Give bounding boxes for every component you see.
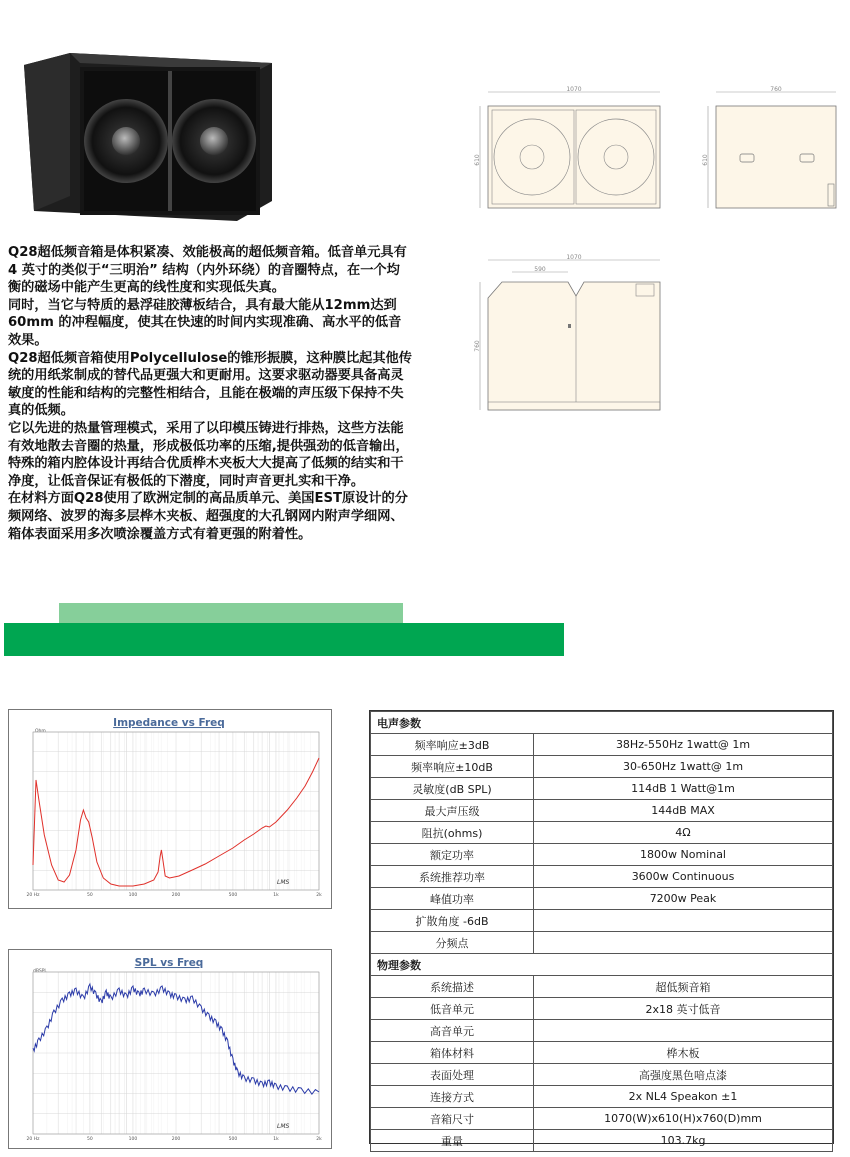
- spl-watermark: LMS: [277, 1123, 290, 1130]
- impedance-x-ticks: [27, 892, 323, 898]
- spec-key: 箱体材料: [371, 1042, 534, 1064]
- x-tick-label: 500: [228, 893, 238, 898]
- top-inner-label: 590: [534, 266, 546, 273]
- spec-row: [371, 1020, 833, 1042]
- top-view-drawing: [476, 252, 672, 416]
- spec-row: [371, 756, 833, 778]
- spec-row: [371, 844, 833, 866]
- spec-key: 音箱尺寸: [371, 1108, 534, 1130]
- spec-key: 系统描述: [371, 976, 534, 998]
- spec-row: [371, 822, 833, 844]
- x-tick-label: 200: [171, 893, 181, 898]
- impedance-grid: [33, 732, 319, 890]
- spec-value: 3600w Continuous: [534, 866, 833, 888]
- spec-row: [371, 888, 833, 910]
- spl-graph: [8, 949, 332, 1149]
- x-tick-label: 50: [87, 893, 93, 898]
- spec-value: 30-650Hz 1watt@ 1m: [534, 756, 833, 778]
- decorative-bar-dark: [4, 623, 564, 656]
- impedance-watermark: LMS: [277, 879, 290, 886]
- spec-value: 2x18 英寸低音: [534, 998, 833, 1020]
- spec-key: 阻抗(ohms): [371, 822, 534, 844]
- x-tick-label: 2k: [316, 1137, 322, 1142]
- front-width-label: 1070: [566, 86, 582, 93]
- spec-value: 4Ω: [534, 822, 833, 844]
- top-width-label: 1070: [566, 254, 582, 261]
- spec-row: [371, 778, 833, 800]
- spec-value: 2x NL4 Speakon ±1: [534, 1086, 833, 1108]
- spec-value: [534, 932, 833, 954]
- spec-key: 灵敏度(dB SPL): [371, 778, 534, 800]
- spec-value: 1800w Nominal: [534, 844, 833, 866]
- spec-key: 低音单元: [371, 998, 534, 1020]
- spec-row: [371, 998, 833, 1020]
- spec-value: 超低频音箱: [534, 976, 833, 998]
- side-view-drawing: [704, 84, 844, 214]
- spec-row: [371, 1108, 833, 1130]
- spl-grid: [33, 972, 319, 1134]
- decorative-bar-light: [59, 603, 403, 623]
- spec-row: [371, 1130, 833, 1152]
- x-tick-label: 1k: [273, 893, 279, 898]
- desc-paragraph-2: 同时，当它与特质的悬浮硅胶薄板结合，具有最大能从12mm达到 60mm 的冲程幅度，使其在快速的时间内实现准确、高水平的低音效果。: [8, 297, 402, 348]
- desc-paragraph-5: 在材料方面Q28使用了欧洲定制的高品质单元、美国EST原设计的分频网络、波罗的海多层桦木夹板、超强度的大孔钢网内附声学细网、箱体表面采用多次喷涂覆盖方式有着更强的附着性。: [8, 491, 408, 542]
- impedance-title: Impedance vs Freq: [113, 717, 225, 729]
- spec-key: 重量: [371, 1130, 534, 1152]
- section-electro: 电声参数: [371, 712, 833, 734]
- x-tick-label: 20 Hz: [26, 1137, 40, 1142]
- x-tick-label: 50: [87, 1137, 93, 1142]
- front-view-drawing: [476, 84, 672, 214]
- product-photo: [22, 51, 272, 229]
- spec-table: [369, 710, 834, 1148]
- x-tick-label: 500: [228, 1137, 238, 1142]
- spec-row: [371, 1064, 833, 1086]
- spec-value: 1070(W)x610(H)x760(D)mm: [534, 1108, 833, 1130]
- side-height-label: 610: [702, 154, 709, 166]
- x-tick-label: 100: [128, 893, 138, 898]
- spec-value: [534, 1020, 833, 1042]
- spec-key: 频率响应±10dB: [371, 756, 534, 778]
- spec-key: 表面处理: [371, 1064, 534, 1086]
- x-tick-label: 2k: [316, 893, 322, 898]
- impedance-y-unit: Ohm: [35, 729, 46, 734]
- spec-row: [371, 932, 833, 954]
- spec-row: [371, 1042, 833, 1064]
- section-physical: 物理参数: [371, 954, 833, 976]
- spec-row: [371, 734, 833, 756]
- spl-title: SPL vs Freq: [134, 957, 204, 969]
- spec-key: 最大声压级: [371, 800, 534, 822]
- spec-key: 频率响应±3dB: [371, 734, 534, 756]
- spec-key: 连接方式: [371, 1086, 534, 1108]
- spec-row: [371, 866, 833, 888]
- x-tick-label: 1k: [273, 1137, 279, 1142]
- spec-row: [371, 910, 833, 932]
- spec-value: 高强度黑色喑点漆: [534, 1064, 833, 1086]
- x-tick-label: 100: [128, 1137, 138, 1142]
- spec-row: [371, 1086, 833, 1108]
- spec-key: 分频点: [371, 932, 534, 954]
- spec-value: 7200w Peak: [534, 888, 833, 910]
- side-depth-label: 760: [770, 86, 782, 93]
- spec-value: 38Hz-550Hz 1watt@ 1m: [534, 734, 833, 756]
- spec-value: 114dB 1 Watt@1m: [534, 778, 833, 800]
- spec-value: [534, 910, 833, 932]
- spl-y-unit: dBSPL: [33, 969, 47, 974]
- product-description: [8, 244, 412, 543]
- spec-row: [371, 976, 833, 998]
- spec-key: 峰值功率: [371, 888, 534, 910]
- top-depth-label: 760: [474, 340, 481, 352]
- desc-paragraph-3: Q28超低频音箱使用Polycellulose的锥形振膜，这种膜比起其他传统的用纸浆制成的替代品更强大和更耐用。这要求驱动器要具备高灵敏度的性能和结构的完整性相结合，且能在极端的声压级下保持不失真的低频。: [8, 350, 412, 419]
- spec-value: 103.7kg: [534, 1130, 833, 1152]
- spec-key: 额定功率: [371, 844, 534, 866]
- x-tick-label: 20 Hz: [26, 893, 40, 898]
- spl-x-ticks: [27, 1136, 323, 1142]
- impedance-graph: [8, 709, 332, 909]
- front-height-label: 610: [474, 154, 481, 166]
- x-tick-label: 200: [171, 1137, 181, 1142]
- desc-paragraph-4: 它以先进的热量管理模式，采用了以印模压铸进行排热，这些方法能有效地散去音圈的热量，形成极低功率的压缩,提供强劲的低音输出，特殊的箱内腔体设计再结合优质桦木夹板大大提高了低频的结实和干净度，让低音保证有极低的下潜度，同时声音更扎实和干净。: [8, 420, 409, 489]
- spec-key: 系统推荐功率: [371, 866, 534, 888]
- spec-value: 144dB MAX: [534, 800, 833, 822]
- spec-row: [371, 800, 833, 822]
- spec-key: 扩散角度 -6dB: [371, 910, 534, 932]
- spec-key: 高音单元: [371, 1020, 534, 1042]
- spec-value: 桦木板: [534, 1042, 833, 1064]
- desc-paragraph-1: Q28超低频音箱是体积紧凑、效能极高的超低频音箱。低音单元具有4 英寸的类似于“三明治” 结构（内外环绕）的音圈特点，在一个均衡的磁场中能产生更高的线性度和实现低失真。: [8, 245, 407, 296]
